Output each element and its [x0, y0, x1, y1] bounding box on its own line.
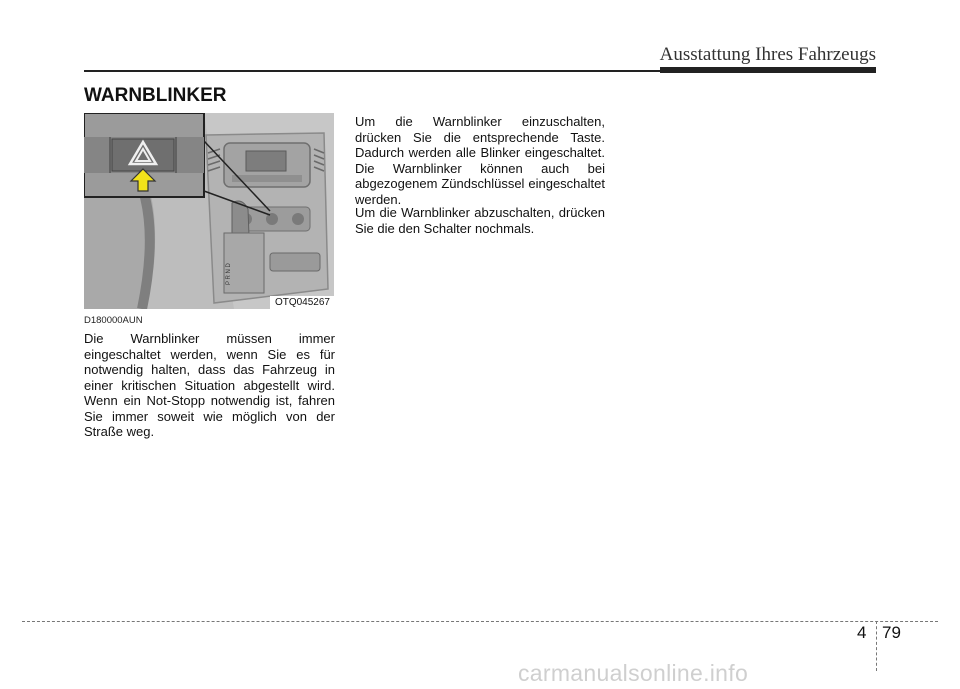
- chapter-number: 4: [857, 623, 867, 642]
- figure-code: OTQ045267: [270, 296, 334, 309]
- hazard-switch-illustration: [84, 113, 334, 309]
- section-code: D180000AUN: [84, 315, 143, 326]
- gear-marks: P R N D: [226, 263, 232, 285]
- footer-dashed-divider: [876, 621, 877, 671]
- body-paragraph-right-2: Um die Warnblinker abzuschalten, drücken Sie die den Schalter nochmals.: [355, 205, 605, 236]
- body-paragraph-left: Die Warnblinker müssen immer eingeschaltet werden, wenn Sie es für notwendig halten, dass das Fahrzeug in einer kritischen Situation abgestellt wird. Wenn ein Not-Stopp notwendig ist, fahren Sie immer soweit wie möglich von der Straße weg.: [84, 331, 335, 439]
- header-rule-accent: [660, 67, 876, 73]
- section-heading: WARNBLINKER: [84, 85, 227, 106]
- watermark: carmanualsonline.info: [518, 660, 749, 686]
- page-number: 79: [882, 623, 901, 642]
- body-paragraph-right-1: Um die Warnblinker einzuschalten, drücken Sie die entsprechende Taste. Dadurch werden alle Blinker eingeschaltet. Die Warnblinker können auch bei abgezogenem Zündschlüssel eingeschaltet werden.: [355, 114, 605, 207]
- dashboard-drawing: [84, 113, 334, 309]
- footer-dashed-rule: [22, 621, 938, 622]
- header-title: Ausstattung Ihres Fahrzeugs: [659, 44, 876, 65]
